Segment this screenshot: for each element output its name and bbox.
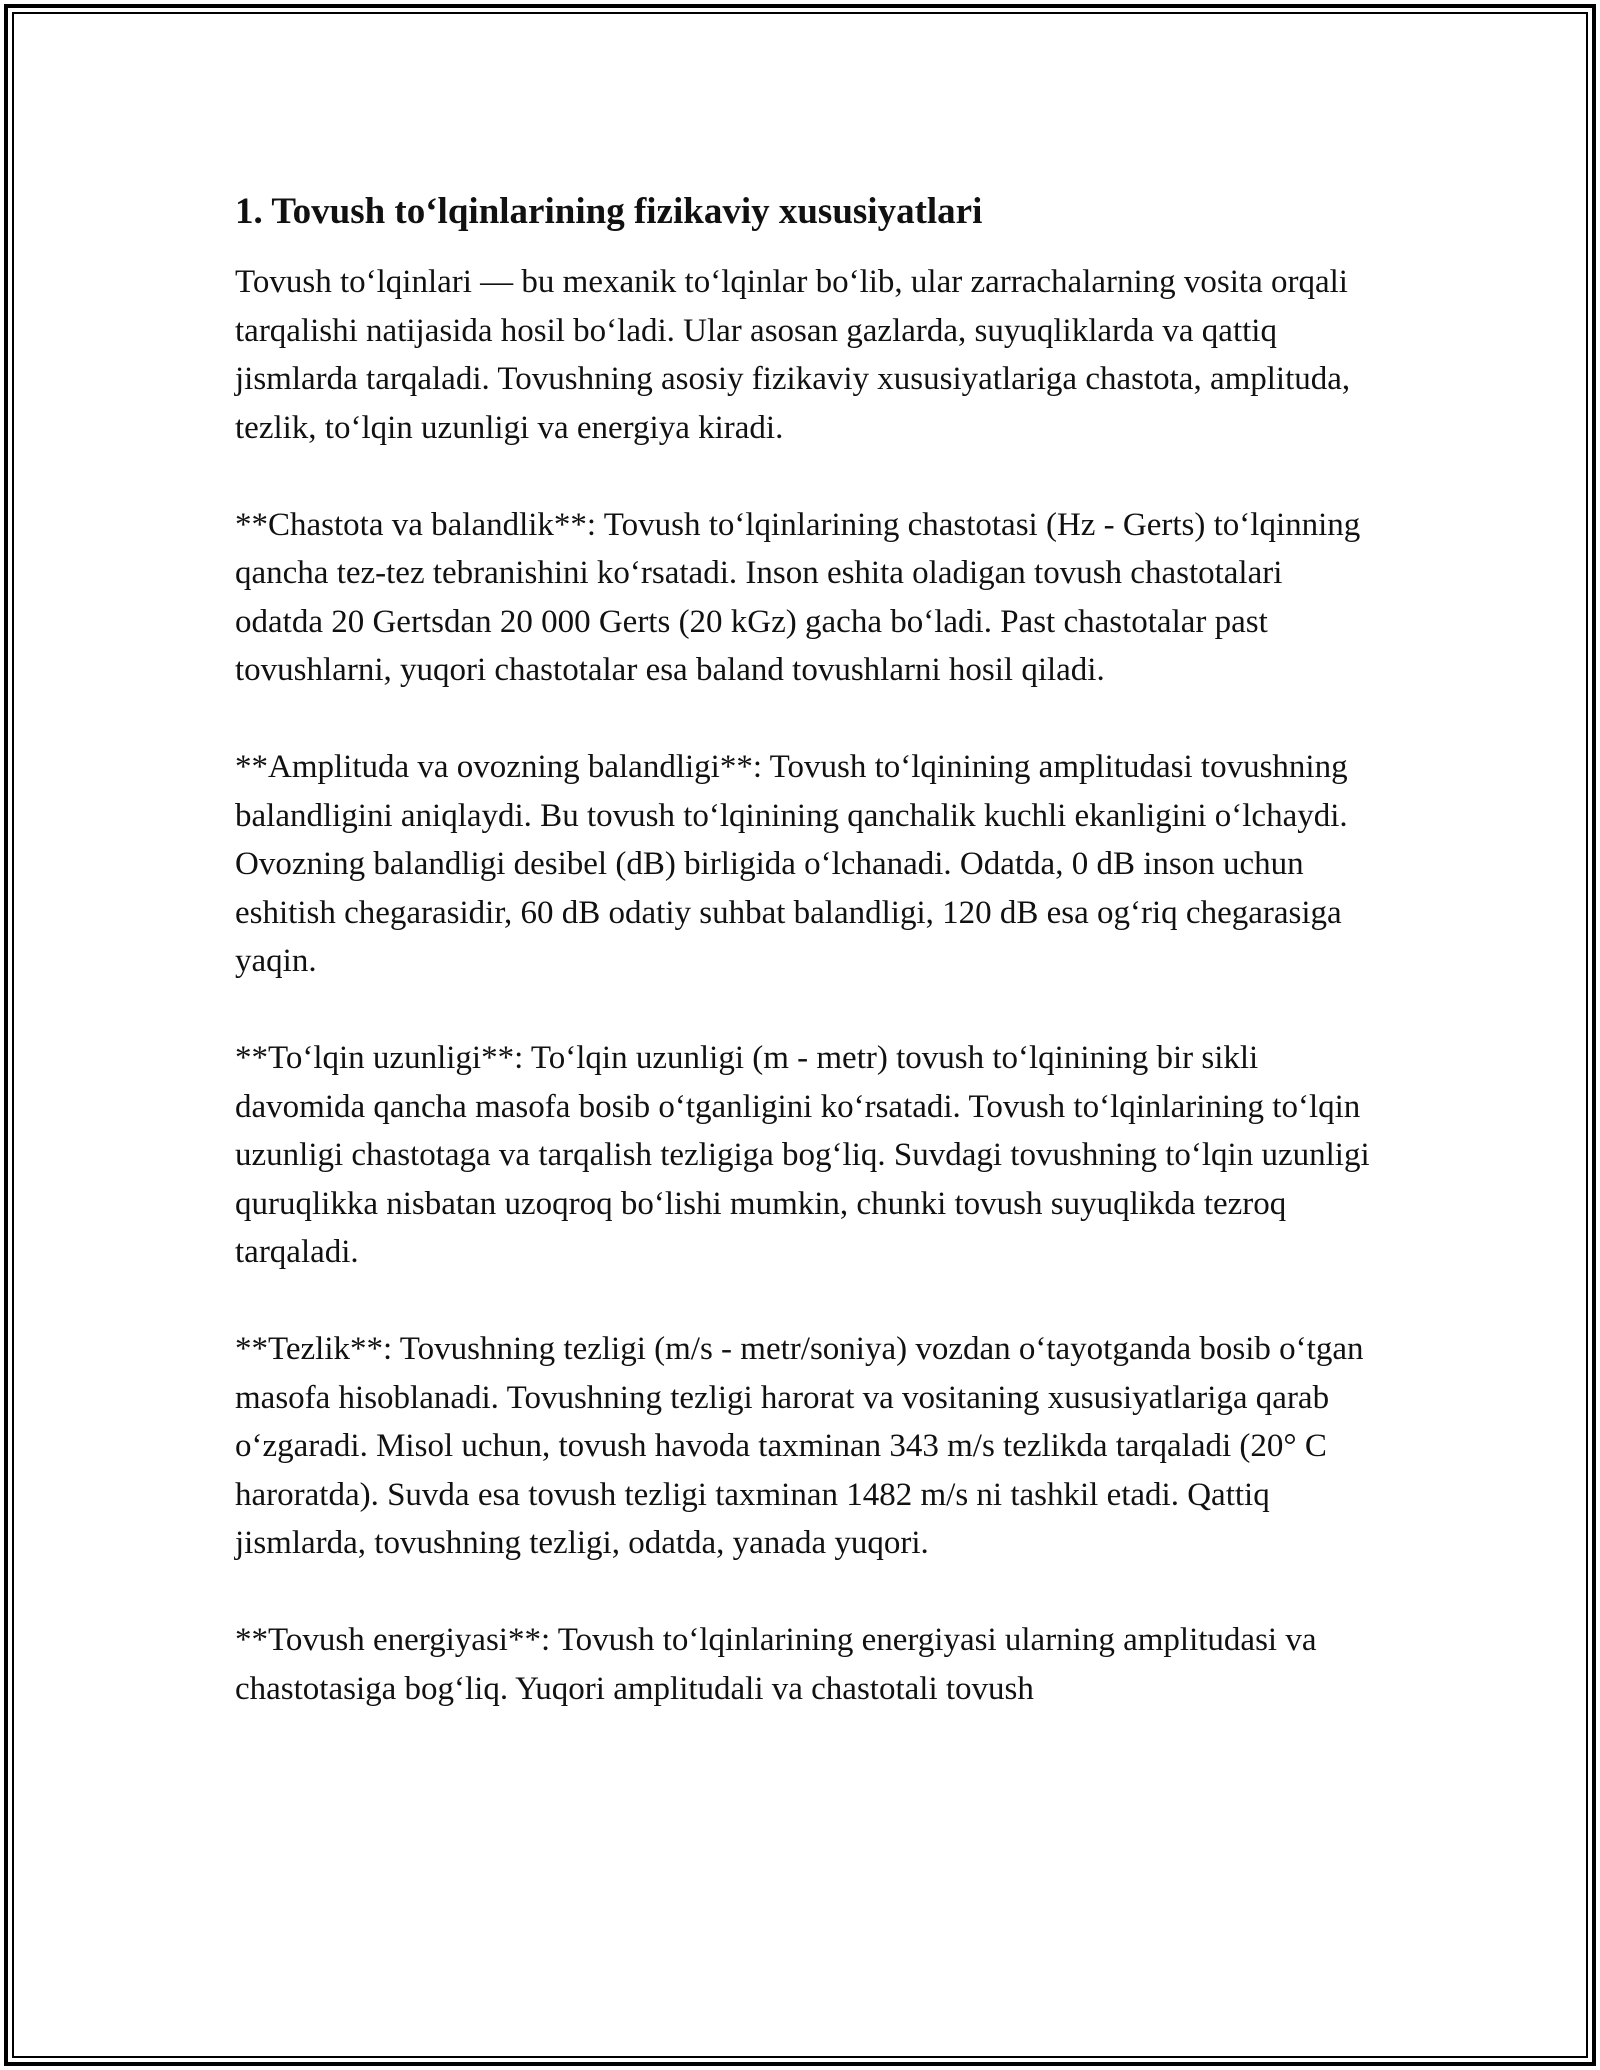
paragraph-energy: **Tovush energiyasi**: Tovush to‘lqinlarining energiyasi ularning amplitudasi va chastotasiga bog‘liq. Yuqori amplitudali va chastotali tovush bbox=[235, 1622, 1317, 1707]
paragraph-intro: Tovush to‘lqinlari — bu mexanik to‘lqinlar bo‘lib, ular zarrachalarning vosita orqali tarqalishi natijasida hosil bo‘ladi. Ular asosan gazlarda, suyuqliklarda va qattiq jismlarda tarqaladi. Tovushning asosiy fizikaviy xususiyatlariga chastota, amplituda, tezlik, to‘lqin uzunligi va energiya kiradi. bbox=[235, 264, 1351, 446]
paragraph-wavelength: **To‘lqin uzunligi**: To‘lqin uzunligi (m - metr) tovush to‘lqinining bir sikli davomida qancha masofa bosib o‘tganligini ko‘rsatadi. Tovush to‘lqinlarining to‘lqin uzunligi chastotaga va tarqalish tezligiga bog‘liq. Suvdagi tovushning to‘lqin uzunligi quruqlikka nisbatan uzoqroq bo‘lishi mumkin, chunki tovush suyuqlikda tezroq tarqaladi. bbox=[235, 1040, 1370, 1270]
paragraph-frequency: **Chastota va balandlik**: Tovush to‘lqinlarining chastotasi (Hz - Gerts) to‘lqinning qancha tez-tez tebranishini ko‘rsatadi. Inson eshita oladigan tovush chastotalari odatda 20 Gertsdan 20 000 Gerts (20 kGz) gacha bo‘ladi. Past chastotalar past tovushlarni, yuqori chastotalar esa baland tovushlarni hosil qiladi. bbox=[235, 506, 1361, 688]
paragraph-amplitude: **Amplituda va ovozning balandligi**: Tovush to‘lqinining amplitudasi tovushning balandligini aniqlaydi. Bu tovush to‘lqinining qanchalik kuchli ekanligini o‘lchaydi. Ovozning balandligi desibel (dB) birligida o‘lchanadi. Odatda, 0 dB inson uchun eshitish chegarasidir, 60 dB odatiy suhbat balandligi, 120 dB esa og‘riq chegarasiga yaqin. bbox=[235, 749, 1348, 979]
section-heading: 1. Tovush to‘lqinlarining fizikaviy xususiyatlari bbox=[235, 191, 983, 232]
document-body bbox=[235, 188, 1370, 1762]
paragraph-speed: **Tezlik**: Tovushning tezligi (m/s - metr/soniya) vozdan o‘tayotganda bosib o‘tgan masofa hisoblanadi. Tovushning tezligi harorat va vositaning xususiyatlariga qarab o‘zgaradi. Misol uchun, tovush havoda taxminan 343 m/s tezlikda tarqaladi (20° C haroratda). Suvda esa tovush tezligi taxminan 1482 m/s ni tashkil etadi. Qattiq jismlarda, tovushning tezligi, odatda, yanada yuqori. bbox=[235, 1331, 1364, 1561]
